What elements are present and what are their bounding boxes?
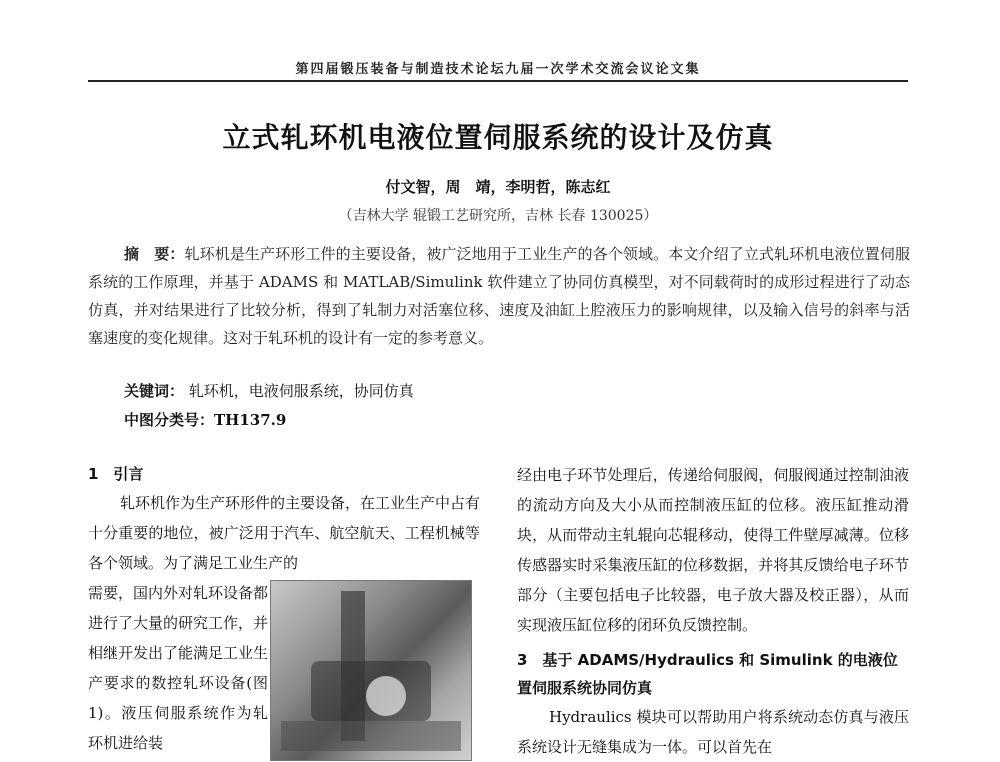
clc-label: 中图分类号： (124, 411, 215, 429)
affiliation: （吉林大学 辊锻工艺研究所，吉林 长春 130025） (338, 208, 658, 224)
abstract-label: 摘 要： (124, 245, 185, 263)
paper-title: 立式轧环机电液位置伺服系统的设计及仿真 (222, 121, 774, 154)
classification-number (124, 409, 286, 430)
abstract (88, 240, 910, 352)
running-header: 第四届锻压装备与制造技术论坛九届一次学术交流会议论文集 (295, 62, 701, 77)
section-3-heading: 3 基于 ADAMS/Hydraulics 和 Simulink 的电液位置伺服系统协同仿真 (517, 651, 898, 697)
hydraulics-paragraph: Hydraulics 模块可以帮助用户将系统动态仿真与液压系统设计无缝集成为一体。可以首先在 (517, 708, 909, 756)
clc-text: TH137.9 (214, 411, 287, 429)
intro-paragraph-wrapped: 需要，国内外对轧环设备都进行了大量的研究工作，并相继开发出了能满足工业生产要求的数控轧环设备(图 1)。液压伺服系统作为轧环机进给装 (88, 584, 269, 752)
keywords (124, 380, 414, 401)
keywords-text: 轧环机，电液伺服系统，协同仿真 (188, 382, 414, 400)
right-column (517, 460, 909, 762)
intro-paragraph: 轧环机作为生产环形件的主要设备，在工业生产中占有十分重要的地位，被广泛用于汽车、航空航天、工程机械等各个领域。为了满足工业生产的 (88, 494, 481, 572)
author-list: 付文智，周 靖，李明哲，陈志红 (385, 178, 611, 196)
section-1-heading: 1 引言 (88, 465, 144, 483)
abstract-text: 轧环机是生产环形工件的主要设备，被广泛地用于工业生产的各个领域。本文介绍了立式轧环机电液位置伺服系统的工作原理，并基于 ADAMS 和 MATLAB/Simulink 软件建立了协同仿真模型，对不同载荷时的成形过程进行了动态仿真，并对结果进行了比较分析，得到了轧制力对活塞位移、速度及油缸上腔液压力的影响规律，以及输入信号的斜率与活塞速度的变化规律。这对于轧环机的设计有一定的参考意义。 (88, 245, 910, 347)
keywords-label: 关键词： (124, 382, 185, 400)
servo-paragraph: 经由电子环节处理后，传递给伺服阀，伺服阀通过控制油液的流动方向及大小从而控制液压缸的位移。液压缸推动滑块，从而带动主轧辊向芯辊移动，使得工件壁厚减薄。位移传感器实时采集液压缸的位移数据，并将其反馈给电子环节部分（主要包括电子比较器，电子放大器及校正器），从而实现液压缸位移的闭环负反馈控制。 (517, 466, 909, 634)
header-rule (88, 80, 908, 82)
figure-1-photo (270, 580, 472, 761)
